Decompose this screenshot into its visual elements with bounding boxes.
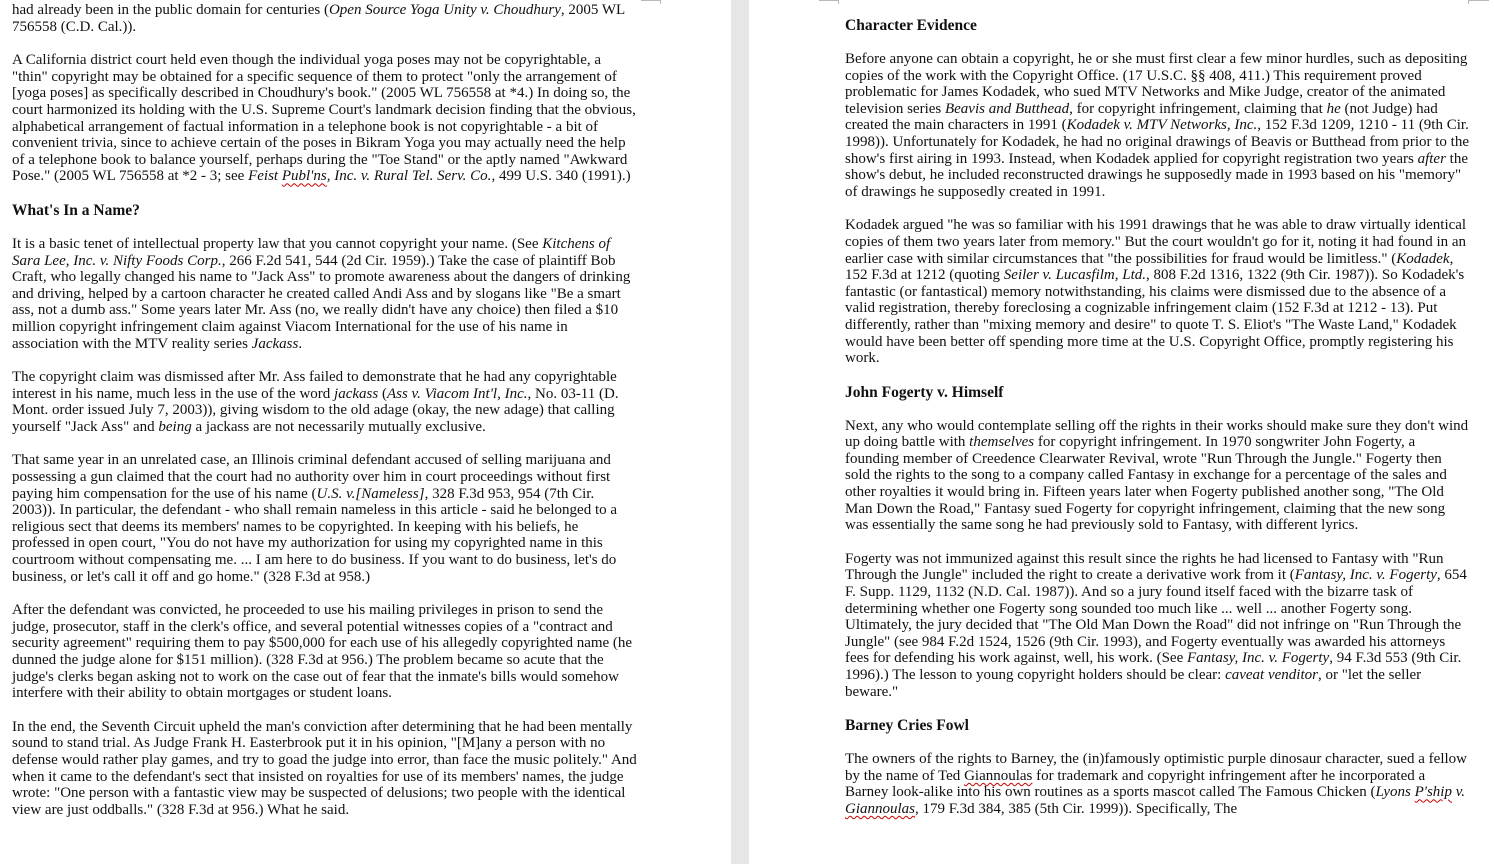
text-run: A California district court held even though the individual yoga poses may not be copyrightable, a "thin" copyright may be obtained for a specific sequence of them to protect "only the arrangement of [yoga poses] as specifically described in Choudhury's book." (2005 WL 756558 at *4.) In doing so, the court harmonized its holding with the U.S. Supreme Court's landmark decision finding that the obvious, alphabetical arrangement of factual information in a telephone book is not copyrightable - a bit of convenient trivia, since to achieve certain of the poses in Bikram Yoga you may actually need the help of a telephone book to balance yourself, perhaps during the "Toe Stand" or the aptly named "Awkward Pose." (2005 WL 756558 at *2 - 3; see [12, 52, 636, 185]
text-run: That same year in an unrelated case, an Illinois criminal defendant accused of selling marijuana and possessing a gun claimed that the court had no authority over him in court proceedings without first paying him compensation for the use of his name ( [12, 452, 611, 502]
text-run: The owners of the rights to Barney, the (in)famously optimistic purple dinosaur character, sued a fellow by the name of Ted [845, 751, 1467, 784]
italic-text: caveat venditor [1225, 667, 1318, 683]
body-paragraph [12, 602, 637, 702]
text-run: , 179 F.3d 384, 385 (5th Cir. 1999)). Specifically, The [915, 800, 1238, 817]
text-run: Character Evidence [845, 17, 977, 34]
italic-text: Fantasy, Inc. v. Fogerty [1187, 650, 1330, 667]
text-run: , for copyright infringement, claiming that [1069, 100, 1327, 117]
body-paragraph [12, 2, 637, 35]
text-run: It is a basic tenet of intellectual property law that you cannot copyright your name. (See [12, 235, 543, 252]
section-heading-barney-cries-fowl [845, 717, 1469, 734]
text-run: , 266 F.2d 541, 544 (2d Cir. 1959).) Take the case of plaintiff Bob Craft, who legally changed his name to "Jack Ass" to promote awareness about the dangers of drinking and driving, helped by a cartoon character he created called Andi Ass and by slogans like "Be a smart ass, not a dumb ass." Some years later Mr. Ass (no, we really didn't have any choice) then filed a $10 million copyright infringement claim against Viacom International for the use of his name in association with the MTV reality series [12, 252, 631, 352]
text-run: the show's debut, he included reconstructed drawings he supposedly made in 1993 based on his "memory" of drawings he supposedly created in 1991. [845, 150, 1468, 200]
text-run: Fogerty was not immunized against this result since the rights he had licensed to Fantasy with "Run Through the Jungle" included the right to create a derivative work from it ( [845, 550, 1444, 584]
italic-text: Open Source Yoga Unity v. Choudhury [328, 2, 561, 18]
document-page-right [749, 0, 1495, 864]
text-run: , 2005 WL 756558 (C.D. Cal.)). [12, 2, 625, 35]
body-paragraph [845, 551, 1469, 700]
text-run: ( [378, 385, 387, 402]
page-corner-mark [1468, 0, 1469, 4]
page-corner-mark [641, 0, 661, 1]
text-run: a jackass are not necessarily mutually exclusive. [191, 418, 486, 435]
text-run: , 654 F. Supp. 1129, 1132 (N.D. Cal. 1987)). And so a jury found itself faced with the bizarre task of determining whether one Fogerty song sounded too much like ... well ... another Fogerty song. Ultimately, the jury decided that "The Old Man Down the Road" did not infringe on "Run Through the Jungle" (see 984 F.2d 1524, 1526 (9th Cir. 1993), and Fogerty eventually was awarded his attorneys fees for defending his work against, well, his work. (See [845, 567, 1467, 667]
text-run: Before anyone can obtain a copyright, he or she must first clear a few minor hurdles, such as depositing copies of the work with the Copyright Office. (17 U.S.C. §§ 408, 411.) This requirement proved problematic for James Kodadek, who sued MTV Networks and Mike Judge, creator of the animated television series [845, 51, 1468, 117]
italic-text: Ass v. Viacom Int'l, Inc. [386, 385, 528, 402]
italic-text: he [1326, 100, 1341, 117]
right-page-body[interactable] [845, 17, 1469, 835]
body-paragraph [12, 236, 637, 352]
body-paragraph [12, 52, 637, 185]
italic-text: Fantasy, Inc. v. Fogerty [1294, 567, 1437, 584]
body-paragraph [12, 369, 637, 435]
italic-text: U.S. v.[Nameless] [316, 485, 425, 502]
page-gutter [731, 0, 749, 864]
page-corner-mark [660, 0, 661, 4]
italic-text: Jackass [251, 335, 299, 352]
italic-text: Kitchens of Sara Lee, Inc. v. Nifty Foods Corp. [12, 235, 611, 269]
text-run: The copyright claim was dismissed after Mr. Ass failed to demonstrate that he had any copyrightable interest in his name, much less in the use of the word [12, 369, 617, 402]
body-paragraph [12, 452, 637, 585]
spellcheck-flagged-word: Giannoulas [845, 800, 916, 817]
spellcheck-flagged-word: Publ'ns [281, 168, 327, 185]
italic-text: being [158, 418, 192, 435]
italic-text: after [1417, 150, 1446, 167]
text-run: , or "let the seller beware." [845, 667, 1422, 700]
section-heading-character-evidence [845, 17, 1469, 34]
text-run: , 328 F.3d 953, 954 (7th Cir. 2003)). In particular, the defendant - who shall remain nameless in this article - said he belonged to a religious sect that deems its members' names to be copyrighted. In keeping with his beliefs, he professed in open court, "You do not have my authorization for using my copyrighted name in this courtroom without compensating me. ... I am here to do business. If you want to do business, let's do business, or let's call it off and go home." (328 F.3d at 958.) [12, 485, 618, 585]
text-run: . [298, 335, 303, 352]
body-paragraph [845, 51, 1469, 200]
italic-text: Feist [248, 168, 282, 185]
text-run: Barney Cries Fowl [845, 717, 969, 735]
document-page-left [0, 0, 731, 864]
text-run: for trademark and copyright infringement after he incorporated a Barney look-alike into his own routines as a sports mascot called The Famous Chicken ( [845, 767, 1426, 801]
italic-text: Beavis and Butthead [944, 100, 1070, 117]
body-paragraph [845, 217, 1469, 366]
page-corner-mark [838, 0, 839, 4]
spellcheck-flagged-word: Giannoulas [964, 767, 1033, 784]
text-run: for copyright infringement. In 1970 songwriter John Fogerty, a founding member of Creedence Clearwater Revival, wrote "Run Through the Jungle." Fogerty then sold the rights to the song to a company called Fantasy in exchange for a percentage of the sales and other royalties it would bring in. Fifteen years later when Fogerty published another song, "The Old Man Down the Road," Fantasy sued Fogerty for copyright infringement, claiming that the new song was essentially the same song he had previously sold to Fantasy, with different lyrics. [845, 434, 1447, 534]
italic-text: Kodadek [1396, 250, 1450, 267]
text-run: Kodadek argued "he was so familiar with his 1991 drawings that he was able to draw virtually identical copies of them two years later from memory." But the court wouldn't go for it, noting it had found in an earlier case with similar circumstances that "the possibilities for fraud would be limitless." ( [845, 217, 1467, 267]
spellcheck-flagged-word: P'ship [1414, 784, 1452, 801]
text-run: (not Judge) had created the main characters in 1991 ( [845, 100, 1438, 134]
italic-text: Kodadek v. MTV Networks, Inc. [1066, 117, 1258, 134]
body-paragraph [845, 418, 1469, 534]
page-corner-mark [819, 0, 839, 1]
text-run: had already been in the public domain for centuries ( [12, 2, 329, 18]
italic-text: , Inc. v. Rural Tel. Serv. Co. [326, 168, 492, 185]
italic-text: themselves [969, 434, 1035, 451]
text-run: John Fogerty v. Himself [845, 383, 1004, 401]
text-run: Next, any who would contemplate selling off the rights in their works should make sure they don't wind up doing battle with [845, 417, 1469, 451]
text-run: , 94 F.3d 553 (9th Cir. 1996).) The lesson to young copyright holders should be clear: [845, 650, 1462, 683]
body-paragraph [12, 719, 637, 819]
text-run: What's In a Name? [12, 201, 140, 219]
text-run: , 152 F.3d 1209, 1210 - 11 (9th Cir. 1998)). Unfortunately for Kodadek, he had no original drawings of Beavis or Butthead from prior to the show's first airing in 1993. Instead, when Kodadek applied for copyright registration two years [845, 117, 1470, 167]
section-heading-what-s-in-a-name [12, 202, 637, 219]
italic-text: jackass [334, 385, 379, 402]
italic-text: Seiler v. Lucasfilm, Ltd. [1003, 267, 1147, 284]
left-page-body[interactable] [12, 2, 637, 835]
text-run: , 152 F.3d at 1212 (quoting [845, 250, 1454, 284]
text-run: , No. 03-11 (D. Mont. order issued July 7, 2003)), giving wisdom to the old adage (okay, the new adage) that calling yourself "Jack Ass" and [12, 385, 619, 435]
italic-text: v. [1451, 784, 1466, 801]
text-run: In the end, the Seventh Circuit upheld the man's conviction after determining that he had been mentally sound to stand trial. As Judge Frank H. Easterbrook put it in his opinion, "[M]any a person with no defense would rather play games, and try to goad the judge into error, than face the music politely." And when it came to the defendant's sect that insisted on royalties for use of its members' names, the judge wrote: "One person with a fantastic view may be suspected of delusions; two people with the identical view are just oddballs." (328 F.3d at 956.) What he said. [12, 718, 637, 818]
text-run: , 808 F.2d 1316, 1322 (9th Cir. 1987)). So Kodadek's fantastic (or fantastical) memory notwithstanding, his claims were dismissed due to the absence of a valid registration, thereby foreclosing a cognizable infringement claim (152 F.3d at 1212 - 13). Put differently, rather than "mixing memory and desire" to quote T. S. Eliot's "The Waste Land," Kodadek would have been better off spending more time at the U.S. Copyright Office, promptly registering his work. [845, 267, 1465, 367]
text-run: After the defendant was convicted, he proceeded to use his mailing privileges in prison to send the judge, prosecutor, staff in the clerk's office, and several potential witnesses copies of a "contract and security agreement" requiring them to pay $500,000 for each use of his allegedly copyrighted name (he dunned the judge alone for $151 million). (328 F.3d at 956.) The problem became so acute that the judge's clerks began asking not to work on the case out of fear that the inmate's bills would somehow interfere with their ability to obtain mortgages or student loans. [12, 602, 633, 702]
body-paragraph [845, 751, 1469, 817]
italic-text: Lyons [1375, 784, 1415, 801]
text-run: , 499 U.S. 340 (1991).) [491, 168, 631, 185]
section-heading-john-fogerty-v-himself [845, 384, 1469, 401]
page-corner-mark [1469, 0, 1489, 1]
